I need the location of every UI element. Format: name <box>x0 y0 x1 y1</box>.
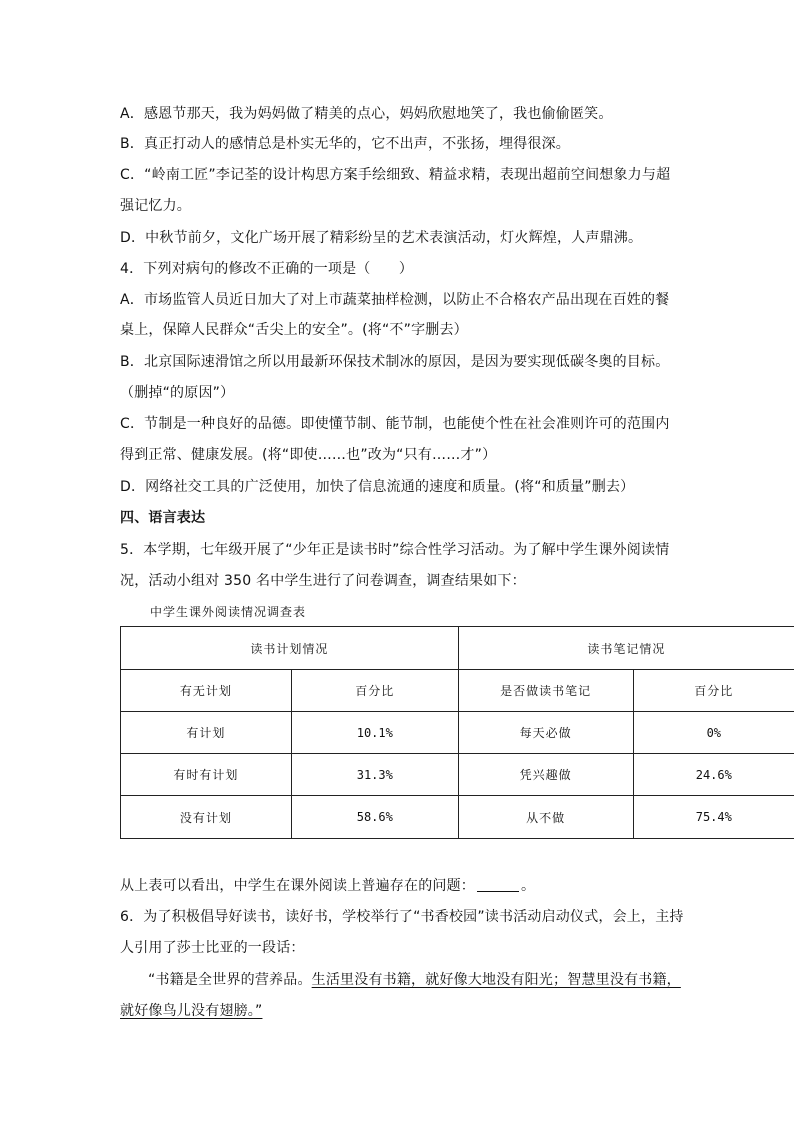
table-cell: 每天必做 <box>458 712 633 754</box>
q4-option-a-continuation: 桌上，保障人民群众“舌尖上的安全”。(将“不”字删去） <box>120 322 468 338</box>
header-has-plan: 有无计划 <box>121 670 292 712</box>
quote-line-1 <box>148 970 708 990</box>
table-cell: 10.1% <box>291 712 458 754</box>
option-d-text: D．中秋节前夕，文化广场开展了精彩纷呈的艺术表演活动，灯火辉煌，人声鼎沸。 <box>120 230 643 246</box>
table-cell: 有计划 <box>121 712 292 754</box>
header-takes-notes: 是否做读书笔记 <box>458 670 633 712</box>
q4-option-c-continuation: 得到正常、健康发展。(将“即使……也”改为“只有……才”） <box>120 447 497 463</box>
q4-option-a-text: A．市场监管人员近日加大了对上市蔬菜抽样检测，以防止不合格农产品出现在百姓的餐 <box>120 292 670 308</box>
question-5-stem: 5．本学期，七年级开展了“少年正是读书时”综合性学习活动。为了解中学生课外阅读情 <box>120 542 670 558</box>
q4-option-b-continuation: （删掉“的原因”） <box>120 385 235 401</box>
q4-option-b-text: B．北京国际速滑馆之所以用最新环保技术制冰的原因，是因为要实现低碳冬奥的目标。 <box>120 354 670 370</box>
table-cell: 31.3% <box>291 754 458 796</box>
header-percent-1: 百分比 <box>291 670 458 712</box>
survey-table <box>120 626 794 839</box>
option-c-continuation: 强记忆力。 <box>120 198 191 214</box>
option-b-text: B．真正打动人的感情总是朴实无华的，它不出声，不张扬，埋得很深。 <box>120 136 571 152</box>
table-cell: 没有计划 <box>121 796 292 839</box>
q4-option-d-text: D．网络社交工具的广泛使用，加快了信息流通的速度和质量。(将“和质量”删去） <box>120 479 635 495</box>
group-header-notes: 读书笔记情况 <box>458 627 794 670</box>
question-4-stem: 4．下列对病句的修改不正确的一项是（ ） <box>120 261 414 277</box>
header-percent-2: 百分比 <box>633 670 794 712</box>
quote-underlined-2: 就好像鸟儿没有翅膀。” <box>120 1003 263 1019</box>
table-cell: 凭兴趣做 <box>458 754 633 796</box>
quote-underlined-1: 生活里没有书籍，就好像大地没有阳光；智慧里没有书籍， <box>311 972 681 988</box>
question-5-continuation: 况，活动小组对 350 名中学生进行了问卷调查，调查结果如下： <box>120 573 526 589</box>
question-6-stem: 6．为了积极倡导好读书，读好书，学校举行了“书香校园”读书活动启动仪式，会上，主持 <box>120 909 684 925</box>
table-caption: 中学生课外阅读情况调查表 <box>150 605 307 619</box>
table-cell: 从不做 <box>458 796 633 839</box>
group-header-plan: 读书计划情况 <box>121 627 459 670</box>
table-row <box>121 754 794 796</box>
conclusion-prefix: 从上表可以看出，中学生在课外阅读上普遍存在的问题： <box>120 878 475 894</box>
conclusion-suffix: 。 <box>521 878 536 894</box>
table-cell: 75.4% <box>633 796 794 839</box>
conclusion-line <box>120 876 680 896</box>
option-a-text: A．感恩节那天，我为妈妈做了精美的点心，妈妈欣慰地笑了，我也偷偷匿笑。 <box>120 106 613 122</box>
answer-blank[interactable] <box>477 877 519 892</box>
quote-plain: “书籍是全世界的营养品。 <box>148 972 312 988</box>
table-cell: 24.6% <box>633 754 794 796</box>
question-6-continuation: 人引用了莎士比亚的一段话： <box>120 940 305 956</box>
table-cell: 有时有计划 <box>121 754 292 796</box>
table-group-header-row <box>121 627 794 670</box>
section-heading: 四、语言表达 <box>120 510 206 526</box>
table-row <box>121 712 794 754</box>
table-row <box>121 796 794 839</box>
q4-option-c-text: C．节制是一种良好的品德。即使懂节制、能节制，也能使个性在社会准则许可的范围内 <box>120 416 670 432</box>
table-sub-header-row <box>121 670 794 712</box>
quote-line-2 <box>120 1001 680 1021</box>
table-cell: 0% <box>633 712 794 754</box>
option-c-text: C．“岭南工匠”李记荃的设计构思方案手绘细致、精益求精，表现出超前空间想象力与超 <box>120 167 671 183</box>
table-cell: 58.6% <box>291 796 458 839</box>
